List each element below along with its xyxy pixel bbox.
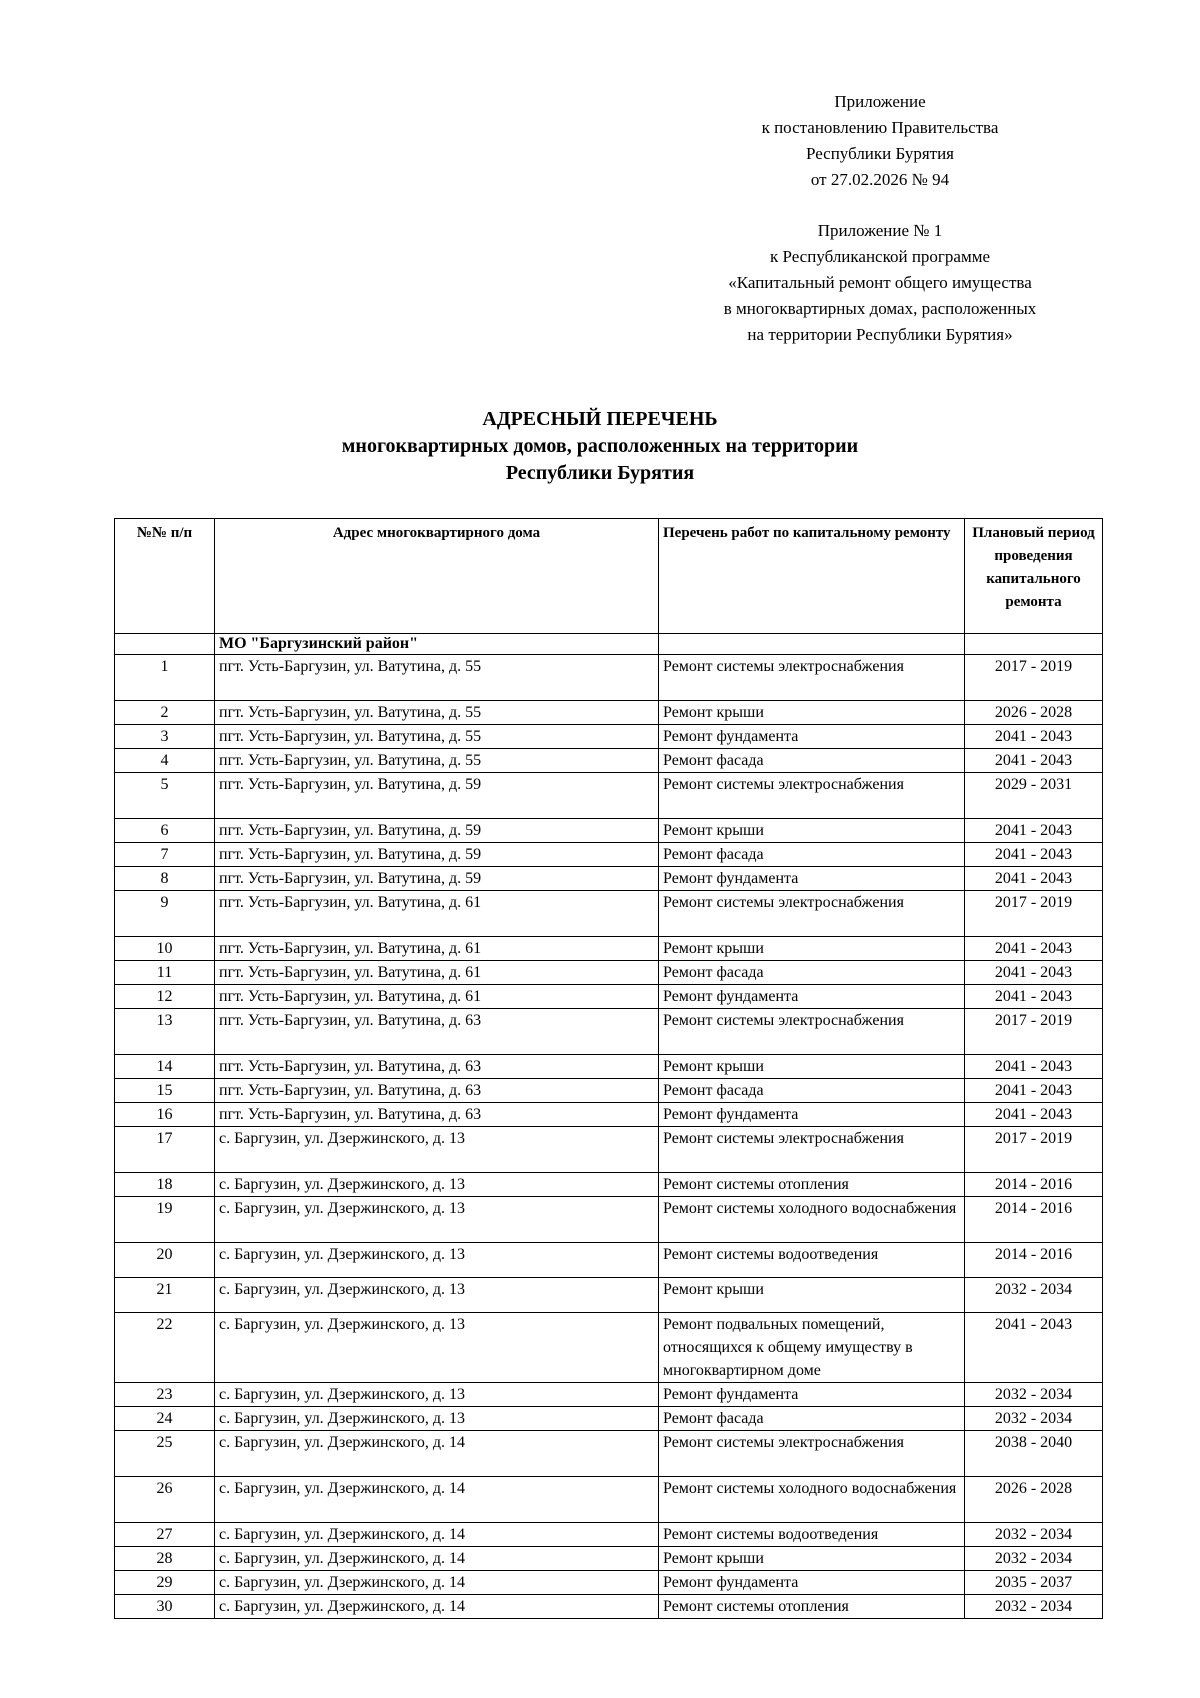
table-row <box>115 1571 1103 1595</box>
table-row <box>115 1407 1103 1431</box>
row-work: Ремонт подвальных помещений, относящихся к общему имуществу в многоквартирном доме <box>659 1313 965 1383</box>
row-work: Ремонт фундамента <box>659 725 965 749</box>
row-work: Ремонт фундамента <box>659 1383 965 1407</box>
row-num: 2 <box>115 701 215 725</box>
row-period: 2017 - 2019 <box>965 1127 1103 1173</box>
row-period: 2032 - 2034 <box>965 1383 1103 1407</box>
appendix-sub-line: к Республиканской программе <box>769 247 991 266</box>
row-period: 2032 - 2034 <box>965 1278 1103 1313</box>
table-row <box>115 1009 1103 1055</box>
row-num: 26 <box>115 1477 215 1523</box>
row-work: Ремонт фасада <box>659 1407 965 1431</box>
row-work: Ремонт фундамента <box>659 1103 965 1127</box>
row-period: 2032 - 2034 <box>965 1547 1103 1571</box>
row-period: 2014 - 2016 <box>965 1173 1103 1197</box>
row-num: 25 <box>115 1431 215 1477</box>
row-work: Ремонт фундамента <box>659 985 965 1009</box>
table-header-row <box>115 519 1103 634</box>
section-work-cell <box>659 634 965 655</box>
row-address: пгт. Усть-Баргузин, ул. Ватутина, д. 55 <box>215 725 659 749</box>
table-row <box>115 1313 1103 1383</box>
row-period: 2032 - 2034 <box>965 1523 1103 1547</box>
row-work: Ремонт фасада <box>659 961 965 985</box>
table-row <box>115 1103 1103 1127</box>
row-address: пгт. Усть-Баргузин, ул. Ватутина, д. 55 <box>215 749 659 773</box>
section-period-cell <box>965 634 1103 655</box>
appendix-main-line: к постановлению Правительства <box>761 118 999 137</box>
appendix-sub-line: на территории Республики Бурятия» <box>747 325 1013 344</box>
row-num: 12 <box>115 985 215 1009</box>
row-address: с. Баргузин, ул. Дзержинского, д. 13 <box>215 1243 659 1278</box>
section-title: МО "Баргузинский район" <box>215 634 659 655</box>
row-work: Ремонт крыши <box>659 701 965 725</box>
table-row <box>115 891 1103 937</box>
row-period: 2041 - 2043 <box>965 985 1103 1009</box>
row-period: 2026 - 2028 <box>965 701 1103 725</box>
header-period: Плановый период проведения капитального ремонта <box>965 519 1103 634</box>
row-num: 16 <box>115 1103 215 1127</box>
table-row <box>115 1127 1103 1173</box>
row-work: Ремонт крыши <box>659 1278 965 1313</box>
row-address: пгт. Усть-Баргузин, ул. Ватутина, д. 55 <box>215 655 659 701</box>
header-works: Перечень работ по капитальному ремонту <box>659 519 965 634</box>
table-row <box>115 1595 1103 1619</box>
row-address: пгт. Усть-Баргузин, ул. Ватутина, д. 59 <box>215 773 659 819</box>
row-address: с. Баргузин, ул. Дзержинского, д. 14 <box>215 1547 659 1571</box>
row-address: пгт. Усть-Баргузин, ул. Ватутина, д. 63 <box>215 1103 659 1127</box>
row-work: Ремонт системы электроснабжения <box>659 891 965 937</box>
row-period: 2038 - 2040 <box>965 1431 1103 1477</box>
row-address: с. Баргузин, ул. Дзержинского, д. 13 <box>215 1127 659 1173</box>
row-period: 2041 - 2043 <box>965 1103 1103 1127</box>
row-num: 5 <box>115 773 215 819</box>
row-num: 1 <box>115 655 215 701</box>
row-work: Ремонт системы электроснабжения <box>659 655 965 701</box>
table-row <box>115 937 1103 961</box>
row-period: 2032 - 2034 <box>965 1595 1103 1619</box>
table-row <box>115 725 1103 749</box>
row-num: 27 <box>115 1523 215 1547</box>
row-num: 24 <box>115 1407 215 1431</box>
row-address: с. Баргузин, ул. Дзержинского, д. 14 <box>215 1431 659 1477</box>
row-work: Ремонт крыши <box>659 937 965 961</box>
table-row <box>115 1197 1103 1243</box>
row-num: 4 <box>115 749 215 773</box>
table-row <box>115 1243 1103 1278</box>
row-period: 2041 - 2043 <box>965 749 1103 773</box>
row-address: пгт. Усть-Баргузин, ул. Ватутина, д. 59 <box>215 867 659 891</box>
row-address: с. Баргузин, ул. Дзержинского, д. 13 <box>215 1383 659 1407</box>
row-work: Ремонт системы отопления <box>659 1595 965 1619</box>
row-address: пгт. Усть-Баргузин, ул. Ватутина, д. 61 <box>215 891 659 937</box>
row-address: с. Баргузин, ул. Дзержинского, д. 13 <box>215 1407 659 1431</box>
table-row <box>115 701 1103 725</box>
title-line: многоквартирных домов, расположенных на территории <box>341 435 859 457</box>
appendix-sub-line: в многоквартирных домах, расположенных <box>723 299 1037 318</box>
row-address: с. Баргузин, ул. Дзержинского, д. 13 <box>215 1173 659 1197</box>
header-num: №№ п/п <box>115 519 215 634</box>
row-num: 17 <box>115 1127 215 1173</box>
table-row <box>115 1547 1103 1571</box>
row-num: 9 <box>115 891 215 937</box>
table-row <box>115 1523 1103 1547</box>
row-num: 30 <box>115 1595 215 1619</box>
row-address: пгт. Усть-Баргузин, ул. Ватутина, д. 61 <box>215 961 659 985</box>
row-work: Ремонт крыши <box>659 819 965 843</box>
row-address: с. Баргузин, ул. Дзержинского, д. 14 <box>215 1523 659 1547</box>
row-address: пгт. Усть-Баргузин, ул. Ватутина, д. 63 <box>215 1079 659 1103</box>
appendix-sub-line: Приложение № 1 <box>817 221 943 240</box>
row-num: 8 <box>115 867 215 891</box>
row-period: 2041 - 2043 <box>965 937 1103 961</box>
row-period: 2035 - 2037 <box>965 1571 1103 1595</box>
row-address: с. Баргузин, ул. Дзержинского, д. 14 <box>215 1595 659 1619</box>
table-row <box>115 867 1103 891</box>
row-period: 2041 - 2043 <box>965 961 1103 985</box>
row-period: 2041 - 2043 <box>965 1313 1103 1383</box>
row-work: Ремонт системы холодного водоснабжения <box>659 1477 965 1523</box>
row-period: 2017 - 2019 <box>965 1009 1103 1055</box>
title-line: Республики Бурятия <box>505 462 695 484</box>
row-work: Ремонт системы электроснабжения <box>659 1127 965 1173</box>
row-work: Ремонт фундамента <box>659 1571 965 1595</box>
appendix-main-header <box>700 89 1060 193</box>
appendix-sub-header <box>660 218 1100 348</box>
row-address: с. Баргузин, ул. Дзержинского, д. 14 <box>215 1571 659 1595</box>
row-num: 18 <box>115 1173 215 1197</box>
table-row <box>115 985 1103 1009</box>
table-row <box>115 655 1103 701</box>
row-num: 13 <box>115 1009 215 1055</box>
appendix-sub-line: «Капитальный ремонт общего имущества <box>728 273 1032 292</box>
appendix-main-line: от 27.02.2026 № 94 <box>810 170 950 189</box>
row-work: Ремонт системы отопления <box>659 1173 965 1197</box>
row-num: 29 <box>115 1571 215 1595</box>
row-num: 21 <box>115 1278 215 1313</box>
row-period: 2017 - 2019 <box>965 655 1103 701</box>
table-row <box>115 749 1103 773</box>
row-work: Ремонт системы холодного водоснабжения <box>659 1197 965 1243</box>
table-row <box>115 1383 1103 1407</box>
row-num: 23 <box>115 1383 215 1407</box>
table-row <box>115 1173 1103 1197</box>
table-row <box>115 1431 1103 1477</box>
row-address: пгт. Усть-Баргузин, ул. Ватутина, д. 63 <box>215 1055 659 1079</box>
row-num: 20 <box>115 1243 215 1278</box>
row-period: 2026 - 2028 <box>965 1477 1103 1523</box>
table-row <box>115 773 1103 819</box>
row-work: Ремонт системы водоотведения <box>659 1523 965 1547</box>
row-work: Ремонт крыши <box>659 1547 965 1571</box>
table-row <box>115 1055 1103 1079</box>
row-num: 14 <box>115 1055 215 1079</box>
row-address: пгт. Усть-Баргузин, ул. Ватутина, д. 63 <box>215 1009 659 1055</box>
header-address: Адрес многоквартирного дома <box>215 519 659 634</box>
row-address: пгт. Усть-Баргузин, ул. Ватутина, д. 61 <box>215 985 659 1009</box>
row-num: 22 <box>115 1313 215 1383</box>
appendix-main-line: Республики Бурятия <box>805 144 955 163</box>
row-address: пгт. Усть-Баргузин, ул. Ватутина, д. 59 <box>215 843 659 867</box>
document-title <box>0 406 1200 487</box>
row-num: 7 <box>115 843 215 867</box>
table-row <box>115 1477 1103 1523</box>
row-num: 28 <box>115 1547 215 1571</box>
table-body <box>115 634 1103 1619</box>
row-period: 2014 - 2016 <box>965 1197 1103 1243</box>
row-work: Ремонт системы электроснабжения <box>659 773 965 819</box>
row-work: Ремонт системы электроснабжения <box>659 1009 965 1055</box>
row-address: пгт. Усть-Баргузин, ул. Ватутина, д. 59 <box>215 819 659 843</box>
appendix-main-line: Приложение <box>834 92 926 111</box>
row-period: 2032 - 2034 <box>965 1407 1103 1431</box>
row-address: с. Баргузин, ул. Дзержинского, д. 13 <box>215 1278 659 1313</box>
row-work: Ремонт крыши <box>659 1055 965 1079</box>
row-work: Ремонт системы электроснабжения <box>659 1431 965 1477</box>
row-address: с. Баргузин, ул. Дзержинского, д. 13 <box>215 1313 659 1383</box>
row-num: 6 <box>115 819 215 843</box>
row-work: Ремонт фасада <box>659 1079 965 1103</box>
row-work: Ремонт фундамента <box>659 867 965 891</box>
row-address: с. Баргузин, ул. Дзержинского, д. 14 <box>215 1477 659 1523</box>
row-period: 2029 - 2031 <box>965 773 1103 819</box>
section-num-cell <box>115 634 215 655</box>
row-work: Ремонт фасада <box>659 843 965 867</box>
section-row <box>115 634 1103 655</box>
row-num: 3 <box>115 725 215 749</box>
row-period: 2041 - 2043 <box>965 1079 1103 1103</box>
row-num: 15 <box>115 1079 215 1103</box>
table-row <box>115 961 1103 985</box>
row-period: 2041 - 2043 <box>965 1055 1103 1079</box>
row-address: пгт. Усть-Баргузин, ул. Ватутина, д. 55 <box>215 701 659 725</box>
row-num: 11 <box>115 961 215 985</box>
row-period: 2041 - 2043 <box>965 819 1103 843</box>
row-period: 2041 - 2043 <box>965 725 1103 749</box>
row-address: с. Баргузин, ул. Дзержинского, д. 13 <box>215 1197 659 1243</box>
row-period: 2014 - 2016 <box>965 1243 1103 1278</box>
row-work: Ремонт системы водоотведения <box>659 1243 965 1278</box>
row-work: Ремонт фасада <box>659 749 965 773</box>
row-num: 10 <box>115 937 215 961</box>
row-period: 2017 - 2019 <box>965 891 1103 937</box>
table-row <box>115 843 1103 867</box>
table-row <box>115 1278 1103 1313</box>
title-line: АДРЕСНЫЙ ПЕРЕЧЕНЬ <box>482 408 718 430</box>
row-period: 2041 - 2043 <box>965 843 1103 867</box>
row-period: 2041 - 2043 <box>965 867 1103 891</box>
table-row <box>115 819 1103 843</box>
row-address: пгт. Усть-Баргузин, ул. Ватутина, д. 61 <box>215 937 659 961</box>
table-row <box>115 1079 1103 1103</box>
row-num: 19 <box>115 1197 215 1243</box>
address-list-table <box>114 518 1103 1619</box>
